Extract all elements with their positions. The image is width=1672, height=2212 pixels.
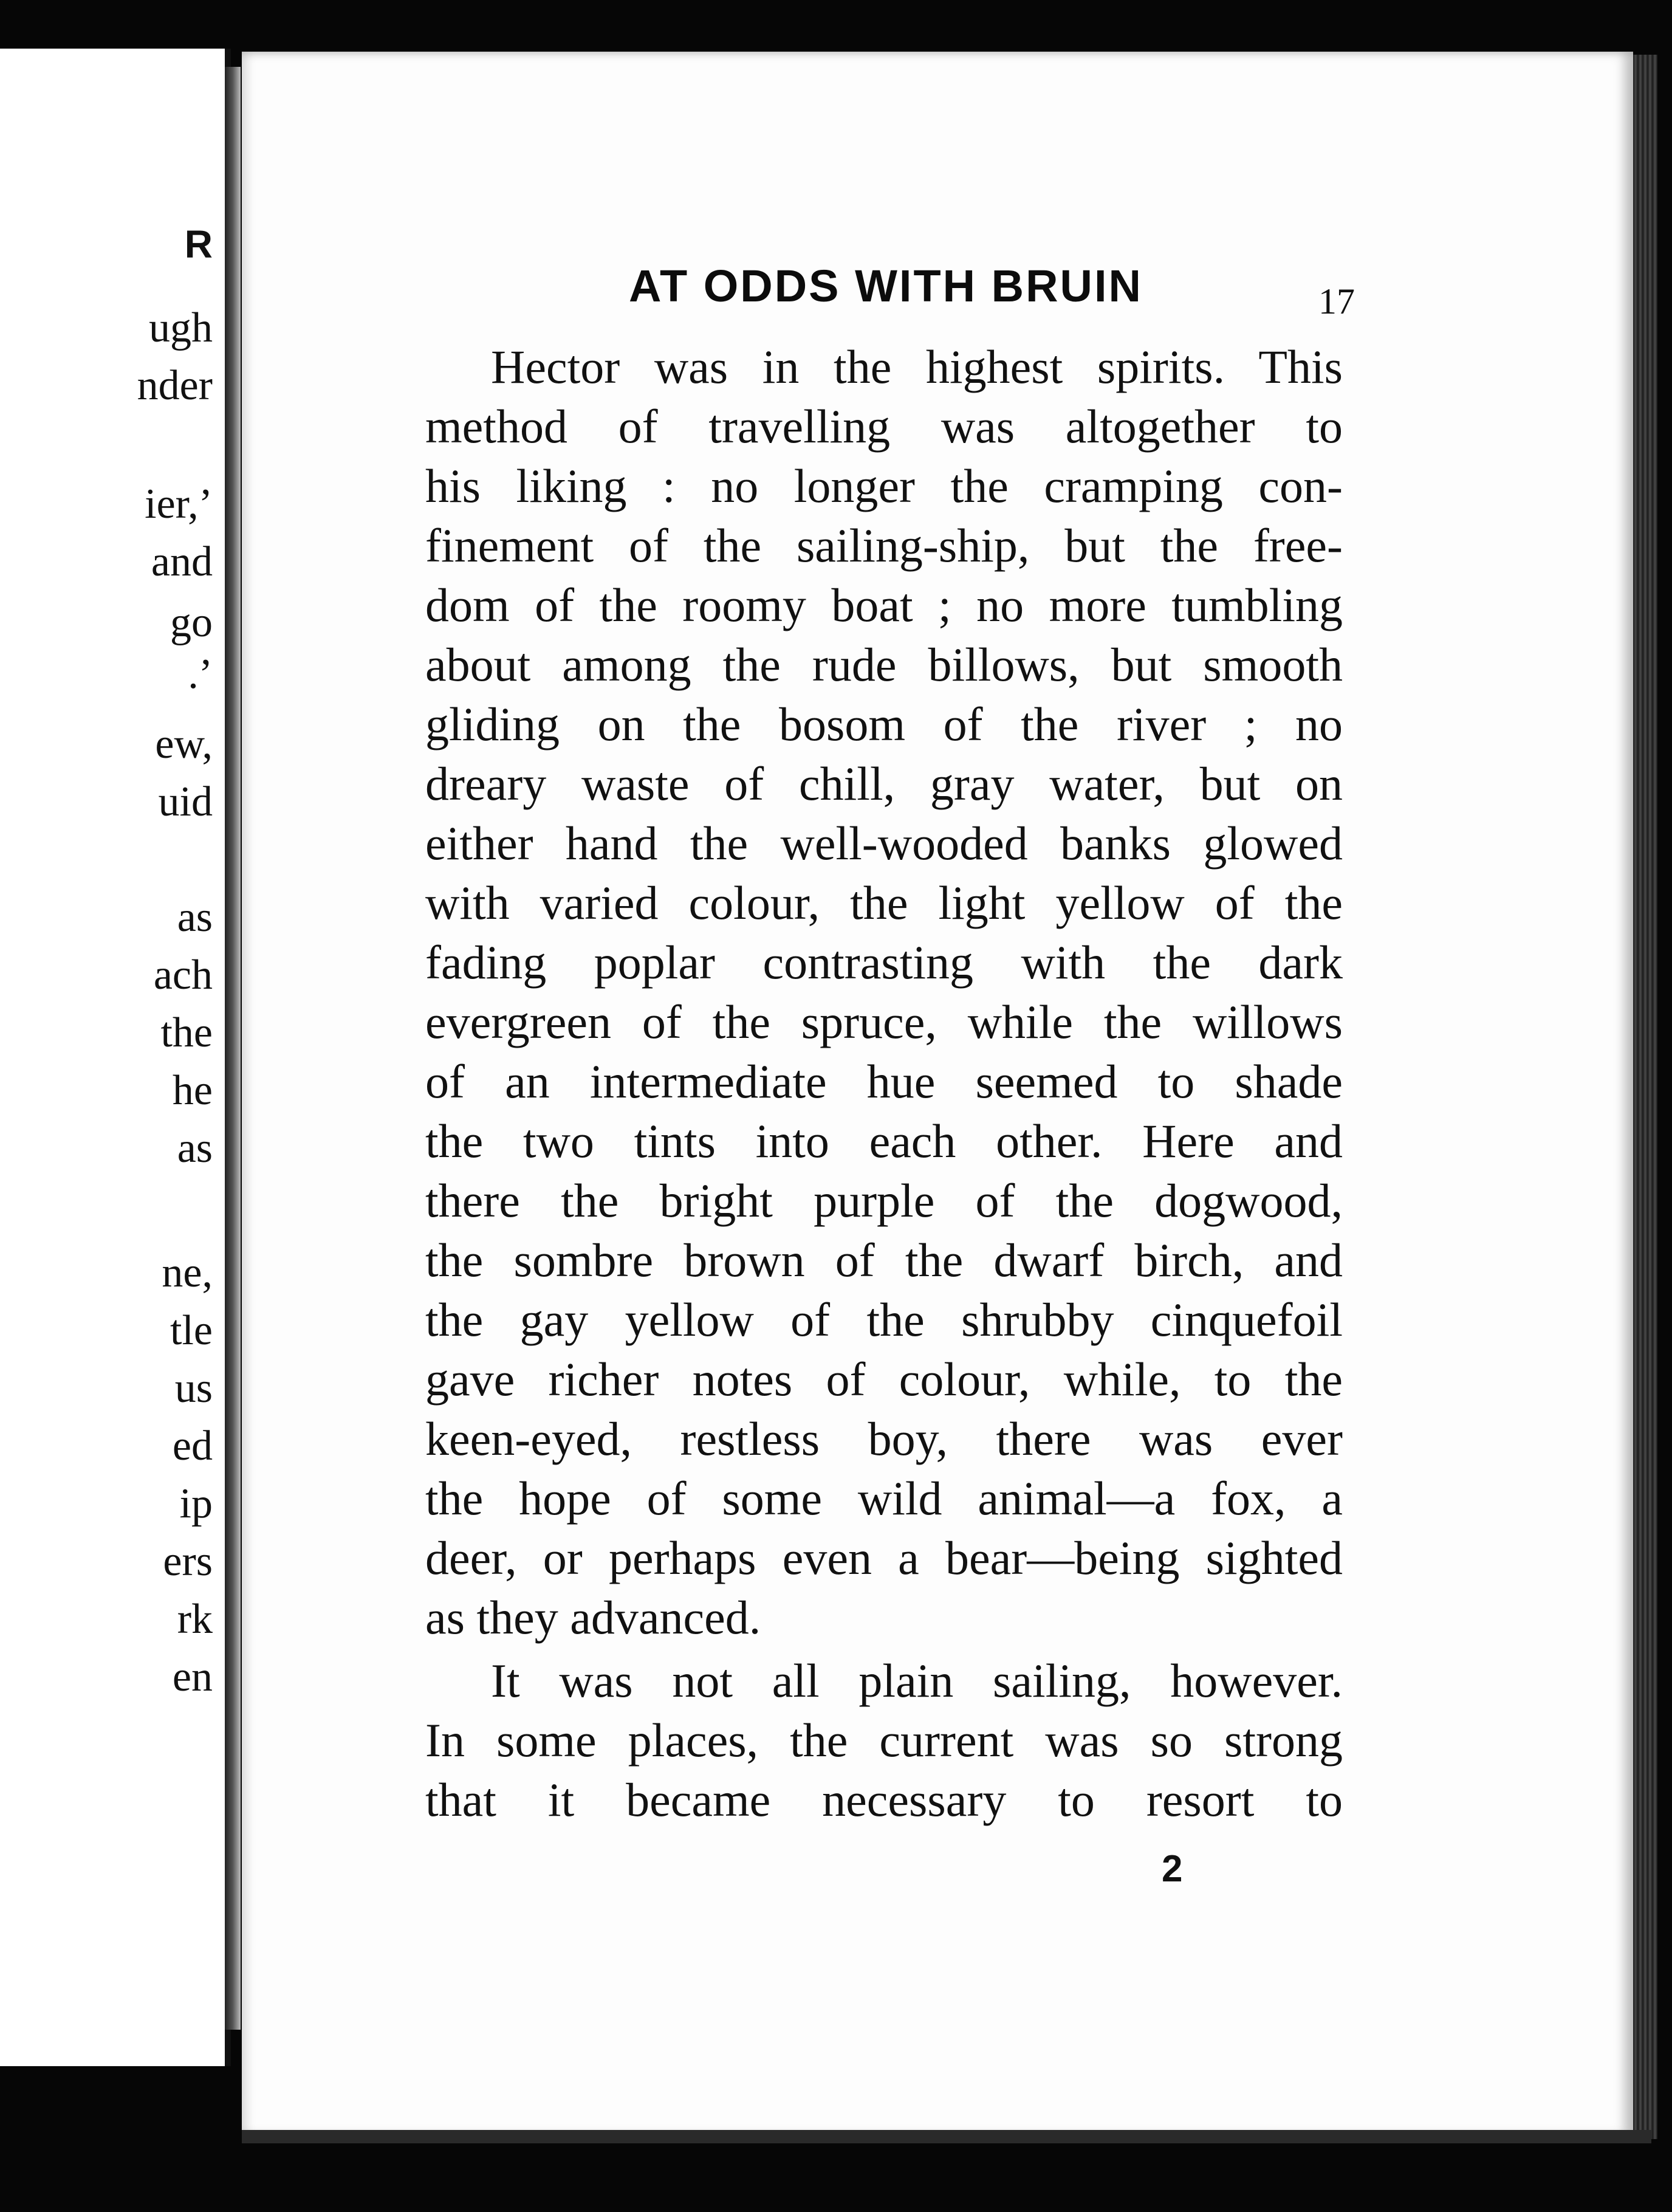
previous-page-fragment: ach (153, 952, 213, 998)
text-line: the two tints into each other. Here and (425, 1115, 1343, 1167)
text-line: dom of the roomy boat ; no more tumbling (425, 579, 1343, 631)
text-line: evergreen of the spruce, while the willows (425, 995, 1343, 1048)
text-line: gave richer notes of colour, while, to the (425, 1353, 1343, 1406)
text-line: gliding on the bosom of the river ; no (425, 698, 1343, 750)
text-line: about among the rude billows, but smooth (425, 638, 1343, 691)
previous-page-fragment: .’ (188, 651, 213, 698)
text-line: the sombre brown of the dwarf birch, and (425, 1234, 1343, 1286)
body-text (425, 337, 1343, 1830)
text-line: finement of the sailing-ship, but the free- (425, 519, 1343, 572)
text-line: that it became necessary to resort to (425, 1773, 1343, 1826)
previous-page-fragment: as (177, 1125, 213, 1172)
previous-page-fragment: as (177, 894, 213, 941)
previous-page-fragment: R (184, 222, 213, 266)
previous-page (0, 49, 231, 2066)
previous-page-fragment: us (174, 1365, 213, 1412)
signature-mark: 2 (1162, 1848, 1183, 1890)
previous-page-fragment: and (151, 538, 213, 585)
previous-page-fragment: ed (172, 1423, 213, 1469)
previous-page-fragment: ugh (149, 304, 213, 351)
text-line: It was not all plain sailing, however. (491, 1654, 1343, 1707)
previous-page-fragment: ne, (162, 1249, 213, 1296)
previous-page-fragment: ers (163, 1538, 213, 1585)
text-line: the hope of some wild animal—a fox, a (425, 1472, 1343, 1525)
previous-page-fragment: ew, (155, 721, 213, 768)
text-line: method of travelling was altogether to (425, 400, 1343, 453)
text-line: there the bright purple of the dogwood, (425, 1174, 1343, 1227)
previous-page-fragment: ip (179, 1480, 213, 1527)
page-number: 17 (1318, 281, 1355, 321)
running-head: AT ODDS WITH BRUIN (629, 261, 1143, 311)
text-line: the gay yellow of the shrubby cinquefoil (425, 1293, 1343, 1346)
text-line: with varied colour, the light yellow of the (425, 876, 1343, 929)
text-line: Hector was in the highest spirits. This (491, 340, 1343, 393)
text-line: dreary waste of chill, gray water, but on (425, 757, 1343, 810)
text-line: deer, or perhaps even a bear—being sighted (425, 1531, 1343, 1584)
previous-page-fragment: en (172, 1654, 213, 1700)
text-line: In some places, the current was so strong (425, 1714, 1343, 1767)
text-line: fading poplar contrasting with the dark (425, 936, 1343, 989)
page-gutter (225, 67, 241, 2030)
text-line: of an intermediate hue seemed to shade (425, 1055, 1343, 1108)
text-line: his liking : no longer the cramping con- (425, 459, 1343, 512)
previous-page-fragment: uid (158, 778, 213, 825)
previous-page-fragment: nder (137, 362, 213, 409)
text-line: keen-eyed, restless boy, there was ever (425, 1412, 1343, 1465)
text-line: either hand the well-wooded banks glowed (425, 817, 1343, 870)
previous-page-fragment: the (160, 1009, 213, 1056)
page-edge (1633, 55, 1657, 2139)
previous-page-fragment: he (172, 1067, 213, 1114)
previous-page-fragment: ier,’ (145, 481, 213, 527)
page-bottom-edge (242, 2130, 1651, 2143)
previous-page-fragment: rk (177, 1596, 213, 1643)
text-line: as they advanced. (425, 1591, 761, 1644)
previous-page-fragment: go (170, 599, 213, 646)
previous-page-fragment: tle (170, 1307, 213, 1354)
